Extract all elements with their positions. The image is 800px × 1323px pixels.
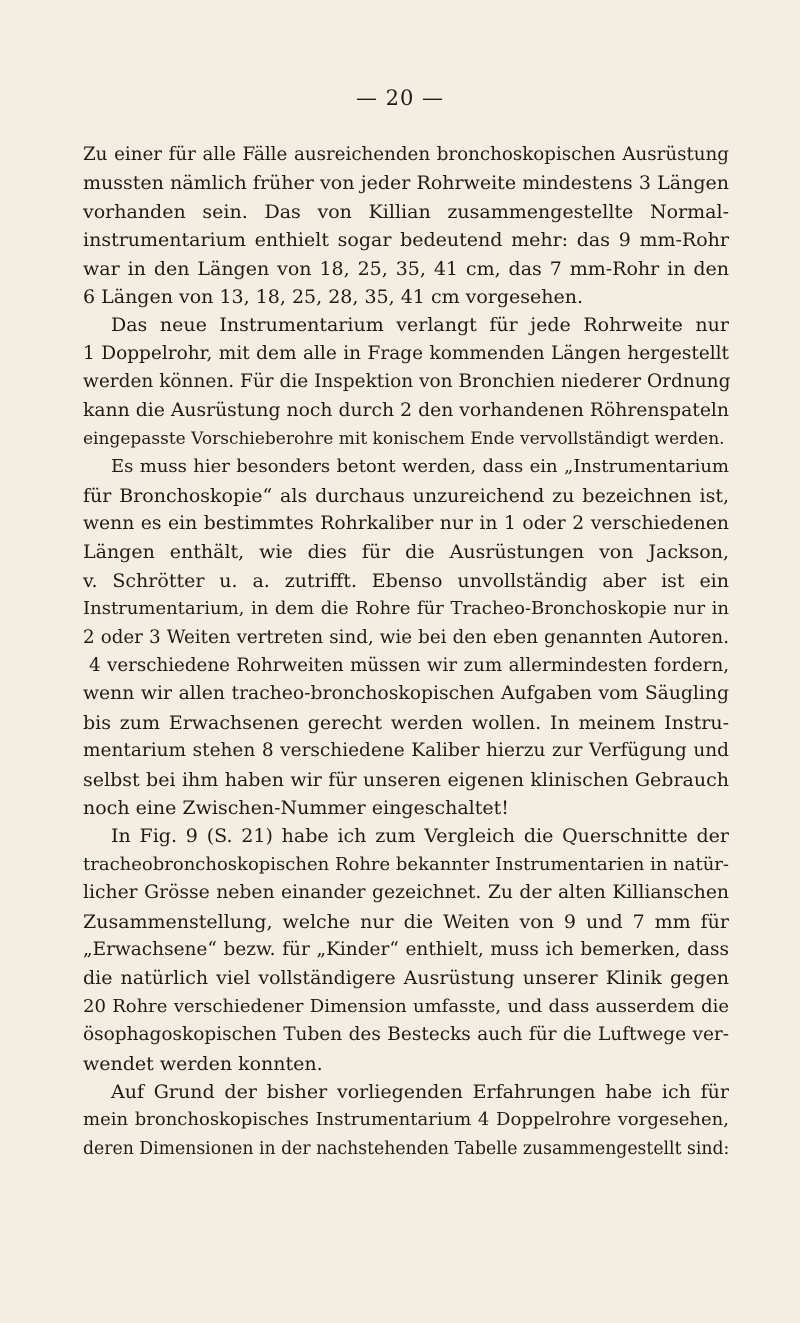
- text-line: Instrumentarium, in dem die Rohre für Tracheo-Bronchoskopie nur in: [83, 598, 729, 620]
- text-line: 1 Doppelrohr, mit dem alle in Frage kommenden Längen hergestellt: [83, 342, 729, 364]
- text-line: 2 oder 3 Weiten vertreten sind, wie bei den eben genannten Autoren.: [83, 626, 729, 648]
- text-line: Das neue Instrumentarium verlangt für jede Rohrweite nur: [111, 314, 729, 337]
- text-line: deren Dimensionen in der nachstehenden Tabelle zusammengestellt sind:: [83, 1138, 730, 1159]
- text-line: wenn es ein bestimmtes Rohrkaliber nur in 1 oder 2 verschiedenen: [83, 513, 729, 535]
- text-line: die natürlich viel vollständigere Ausrüstung unserer Klinik gegen: [83, 967, 729, 990]
- text-line: war in den Längen von 18, 25, 35, 41 cm, das 7 mm-Rohr in den: [83, 257, 729, 280]
- text-line: bis zum Erwachsenen gerecht werden wollen. In meinem Instru-: [83, 711, 729, 734]
- page-number: — 20 —: [355, 86, 445, 110]
- text-line: wenn wir allen tracheo-bronchoskopischen Aufgaben vom Säugling: [83, 683, 729, 705]
- text-line: tracheobronchoskopischen Rohre bekannter Instrumentarien in natür-: [83, 853, 729, 875]
- text-line: licher Grösse neben einander gezeichnet. Zu der alten Killianschen: [83, 882, 729, 904]
- text-line: 20 Rohre verschiedener Dimension umfasste, und dass ausserdem die: [83, 995, 729, 1017]
- text-line: selbst bei ihm haben wir für unseren eigenen klinischen Gebrauch: [83, 768, 729, 791]
- text-line: vorhanden sein. Das von Killian zusammengestellte Normal-: [83, 200, 729, 223]
- text-line: „Erwachsene“ bezw. für „Kinder“ enthielt, muss ich bemerken, dass: [83, 938, 729, 960]
- text-line: In Fig. 9 (S. 21) habe ich zum Vergleich die Querschnitte der: [111, 825, 729, 848]
- text-line: mentarium stehen 8 verschiedene Kaliber hierzu zur Verfügung und: [83, 740, 729, 762]
- text-line: Auf Grund der bisher vorliegenden Erfahrungen habe ich für: [111, 1080, 729, 1103]
- text-line: eingepasste Vorschieberohre mit konischem Ende vervollständigt werden.: [83, 428, 725, 449]
- text-line: mein bronchoskopisches Instrumentarium 4 Doppelrohre vorgesehen,: [83, 1109, 729, 1131]
- text-line: wendet werden konnten.: [83, 1052, 323, 1075]
- text-line: Längen enthält, wie dies für die Ausrüstungen von Jackson,: [83, 541, 729, 564]
- text-line: Es muss hier besonders betont werden, dass ein „Instrumentarium: [111, 456, 729, 478]
- text-line: für Bronchoskopie“ als durchaus unzureichend zu bezeichnen ist,: [83, 484, 729, 507]
- body-text: [83, 141, 729, 1163]
- text-line: kann die Ausrüstung noch durch 2 den vorhandenen Röhrenspateln: [83, 399, 729, 421]
- text-line: werden können. Für die Inspektion von Bronchien niederer Ordnung: [83, 371, 731, 393]
- text-line: mussten nämlich früher von jeder Rohrweite mindestens 3 Längen: [83, 172, 729, 195]
- text-line: ösophagoskopischen Tuben des Bestecks auch für die Luftwege ver-: [83, 1024, 729, 1046]
- text-line: 4 verschiedene Rohrweiten müssen wir zum allermindesten fordern,: [89, 655, 729, 677]
- text-line: Zu einer für alle Fälle ausreichenden bronchoskopischen Ausrüstung: [83, 144, 729, 165]
- text-line: 6 Längen von 13, 18, 25, 28, 35, 41 cm vorgesehen.: [83, 285, 584, 308]
- text-line: noch eine Zwischen-Nummer eingeschaltet!: [83, 796, 509, 819]
- text-line: v. Schrötter u. a. zutrifft. Ebenso unvollständig aber ist ein: [83, 569, 729, 592]
- text-line: Zusammenstellung, welche nur die Weiten von 9 und 7 mm für: [83, 910, 729, 933]
- text-line: instrumentarium enthielt sogar bedeutend mehr: das 9 mm-Rohr: [83, 229, 729, 252]
